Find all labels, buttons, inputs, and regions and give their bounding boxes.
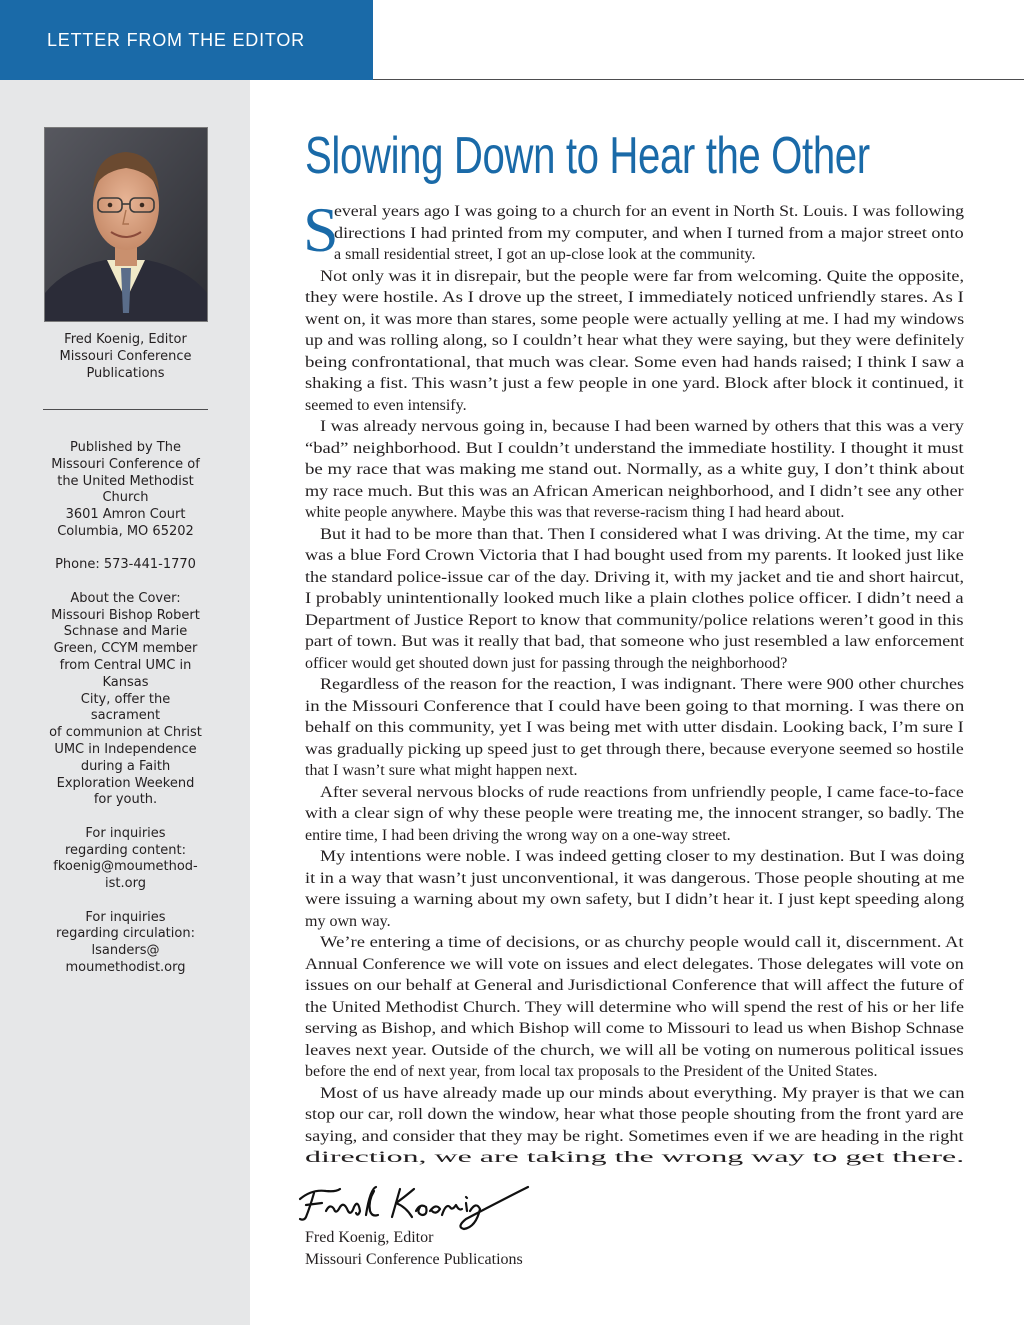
article-line: Annual Conference we will vote on issues and elect delegates. Those delegates will vote on: [305, 955, 964, 973]
article-line: saying, and consider that they may be right. Sometimes even if we are heading in the right: [305, 1127, 964, 1145]
article-line: part of town. But was it really that bad, that someone who just resembled a law enforcement: [305, 633, 965, 650]
cover-line: for youth.: [93, 792, 158, 808]
article-line: they were hostile. As I drove up the street, I immediately noticed unfriendly stares. As I: [305, 289, 964, 306]
cover-line: About the Cover:: [70, 590, 181, 606]
drop-cap: S: [303, 194, 339, 265]
article-line: But it had to be more than that. Then I considered what I was driving. At the time, my car: [320, 525, 964, 543]
header-divider: [373, 79, 1024, 80]
cover-line: sacrament: [90, 708, 161, 724]
content-inquiry-block: [40, 826, 211, 893]
circulation-inquiry-block: [40, 910, 211, 977]
article-line: After several nervous blocks of rude reactions from unfriendly people, I came face-to-face: [320, 783, 964, 801]
article-line: direction, we are taking the wrong way to get there.: [305, 1149, 965, 1166]
publication-info: [40, 440, 211, 977]
article-line: the standard police-issue car of the day. Driving it, with my jacket and tie and short haircut,: [305, 568, 965, 586]
cover-line: Kansas: [102, 674, 149, 690]
article-line: officer would get shouted down just for passing through the neighborhood?: [305, 654, 788, 672]
article-line: My intentions were noble. I was indeed getting closer to my destination. But I was doing: [320, 848, 965, 865]
article-line: be my race that was making me stand out. Normally, as a white guy, I don’t think about: [305, 461, 965, 478]
content-inquiry-line: For inquiries: [85, 825, 166, 841]
editor-portrait-image: [45, 128, 207, 321]
section-header-tab: [0, 0, 373, 80]
cover-line: City, offer the: [80, 691, 171, 707]
section-header-label: LETTER FROM THE EDITOR: [47, 30, 305, 50]
editor-photo: [44, 127, 208, 322]
content-email-line[interactable]: fkoenig@moumethod-: [53, 859, 198, 875]
cover-block: [40, 591, 211, 809]
article-line: in the Missouri Conference that I could have been going to that morning. I was there on: [305, 697, 965, 715]
article-line: that I wasn’t sure what might happen next.: [305, 762, 578, 779]
article-line: white people anywhere. Maybe this was that reverse-racism thing I had heard about.: [305, 504, 845, 521]
publisher-block: [40, 440, 211, 541]
article-line: Not only was it in disrepair, but the people were far from welcoming. Quite the opposite,: [320, 267, 964, 285]
article-line: behalf on this community, yet I was being met with utter disdain. Looking back, I’m sure I: [305, 719, 964, 736]
article-line: Department of Justice Report to know that community/police relations weren’t good in this: [305, 611, 964, 629]
caption-line: Publications: [86, 365, 165, 381]
article-line: Regardless of the reason for the reaction, I was indignant. There were 900 other churches: [320, 676, 965, 693]
signoff-title: Missouri Conference Publications: [305, 1251, 523, 1268]
signoff-name: Fred Koenig, Editor: [305, 1229, 434, 1246]
circulation-email-line[interactable]: lsanders@: [91, 943, 160, 959]
phone-line: Phone: 573-441-1770: [55, 557, 196, 573]
article-line: my own way.: [305, 912, 391, 930]
cover-line: Exploration Weekend: [56, 775, 195, 791]
article-line: leaves next year. Outside of the church, we will all be voting on numerous political issues: [305, 1041, 964, 1059]
cover-line: during a Faith: [80, 758, 171, 774]
article-title: Slowing Down to Hear the Other: [305, 127, 870, 185]
publisher-line: Missouri Conference of: [51, 456, 200, 472]
article-line: it in a way that wasn’t just unconventional, it was dangerous. Those people shouting at me: [305, 869, 965, 887]
publisher-line: Published by The: [70, 440, 181, 455]
publisher-line: the United Methodist: [57, 473, 194, 489]
editor-signature: [296, 1181, 531, 1231]
content-email-line[interactable]: ist.org: [105, 876, 146, 892]
article-line: “bad” neighborhood. But I couldn’t understand the immediate hostility. I thought it must: [305, 439, 964, 457]
content-inquiry-line: regarding content:: [64, 842, 187, 858]
photo-caption: [40, 332, 211, 382]
article-line: issues on our behalf at General and Jurisdictional Conference that will affect the future of: [305, 977, 964, 994]
article-line: shaking a fist. This wasn’t just a few people in one yard. Block after block it continued, it: [305, 375, 964, 392]
circulation-inquiry-line: For inquiries: [85, 909, 166, 925]
article-line: stop our car, roll down the window, hear what those people shouting from the front yard are: [305, 1106, 964, 1123]
circulation-inquiry-line: regarding circulation:: [56, 926, 195, 942]
article-line: entire time, I had been driving the wrong way on a one-way street.: [305, 826, 731, 844]
article-line: I was already nervous going in, because I had been warned by others that this was a very: [320, 418, 964, 435]
publisher-line: Church: [102, 490, 149, 506]
cover-line: Schnase and Marie: [63, 624, 188, 640]
article-line: We’re entering a time of decisions, or as churchy people would call it, discernment. At: [320, 934, 964, 951]
cover-line: Green, CCYM member: [53, 641, 198, 657]
publisher-line: 3601 Amron Court: [65, 507, 186, 523]
cover-line: UMC in Independence: [54, 741, 197, 757]
article-line: directions I had printed from my computer, and when I turned from a major street onto: [334, 224, 964, 242]
sidebar-divider: [43, 409, 208, 410]
article-line: was a blue Ford Crown Victoria that I had bought used from my parents. It looked just like: [305, 547, 964, 564]
publisher-line: Columbia, MO 65202: [57, 523, 194, 539]
cover-line: Missouri Bishop Robert: [51, 607, 200, 623]
article-line: Most of us have already made up our minds about everything. My prayer is that we can: [320, 1084, 965, 1102]
article-line: my race much. But this was an African American neighborhood, and I didn’t see any other: [305, 482, 964, 500]
article-line: with a clear sign of why these people were treating me, the innocent stranger, so badly. The: [305, 805, 965, 822]
article-line: up and was rolling along, so I couldn’t hear what they were saying, but they were definitely: [305, 332, 965, 349]
caption-line: Fred Koenig, Editor: [64, 332, 187, 347]
article-line: a small residential street, I got an up-close look at the community.: [334, 246, 756, 263]
caption-line: Missouri Conference: [59, 348, 192, 364]
article-line: everal years ago I was going to a church for an event in North St. Louis. I was following: [334, 203, 965, 220]
article-line: before the end of next year, from local tax proposals to the President of the United States.: [305, 1063, 878, 1080]
article-line: was gradually picking up speed just to get through there, because everyone seemed so hostile: [305, 740, 964, 758]
article-line: the United Methodist Church. They will determine who will spend the rest of his or her life: [305, 998, 965, 1016]
article-line: seemed to even intensify.: [305, 396, 467, 414]
circulation-email-line[interactable]: moumethodist.org: [65, 959, 186, 975]
article-line: being confrontational, that much was clear. Some even had hands raised; I think I saw a: [305, 353, 965, 371]
cover-line: of communion at Christ: [49, 725, 202, 741]
article-line: I probably unintentionally looked much like a plain clothes police officer. I didn’t need a: [305, 590, 964, 607]
article-line: serving as Bishop, and which Bishop will come to Missouri to lead us when Bishop Schnase: [305, 1020, 964, 1037]
cover-line: from Central UMC in: [59, 657, 192, 673]
article-line: went on, it was more than stares, some people were actually yelling at me. I had my windows: [305, 310, 965, 328]
article-line: were issuing a warning about my own safety, but I didn’t hear it. I just kept speeding along: [305, 891, 965, 908]
